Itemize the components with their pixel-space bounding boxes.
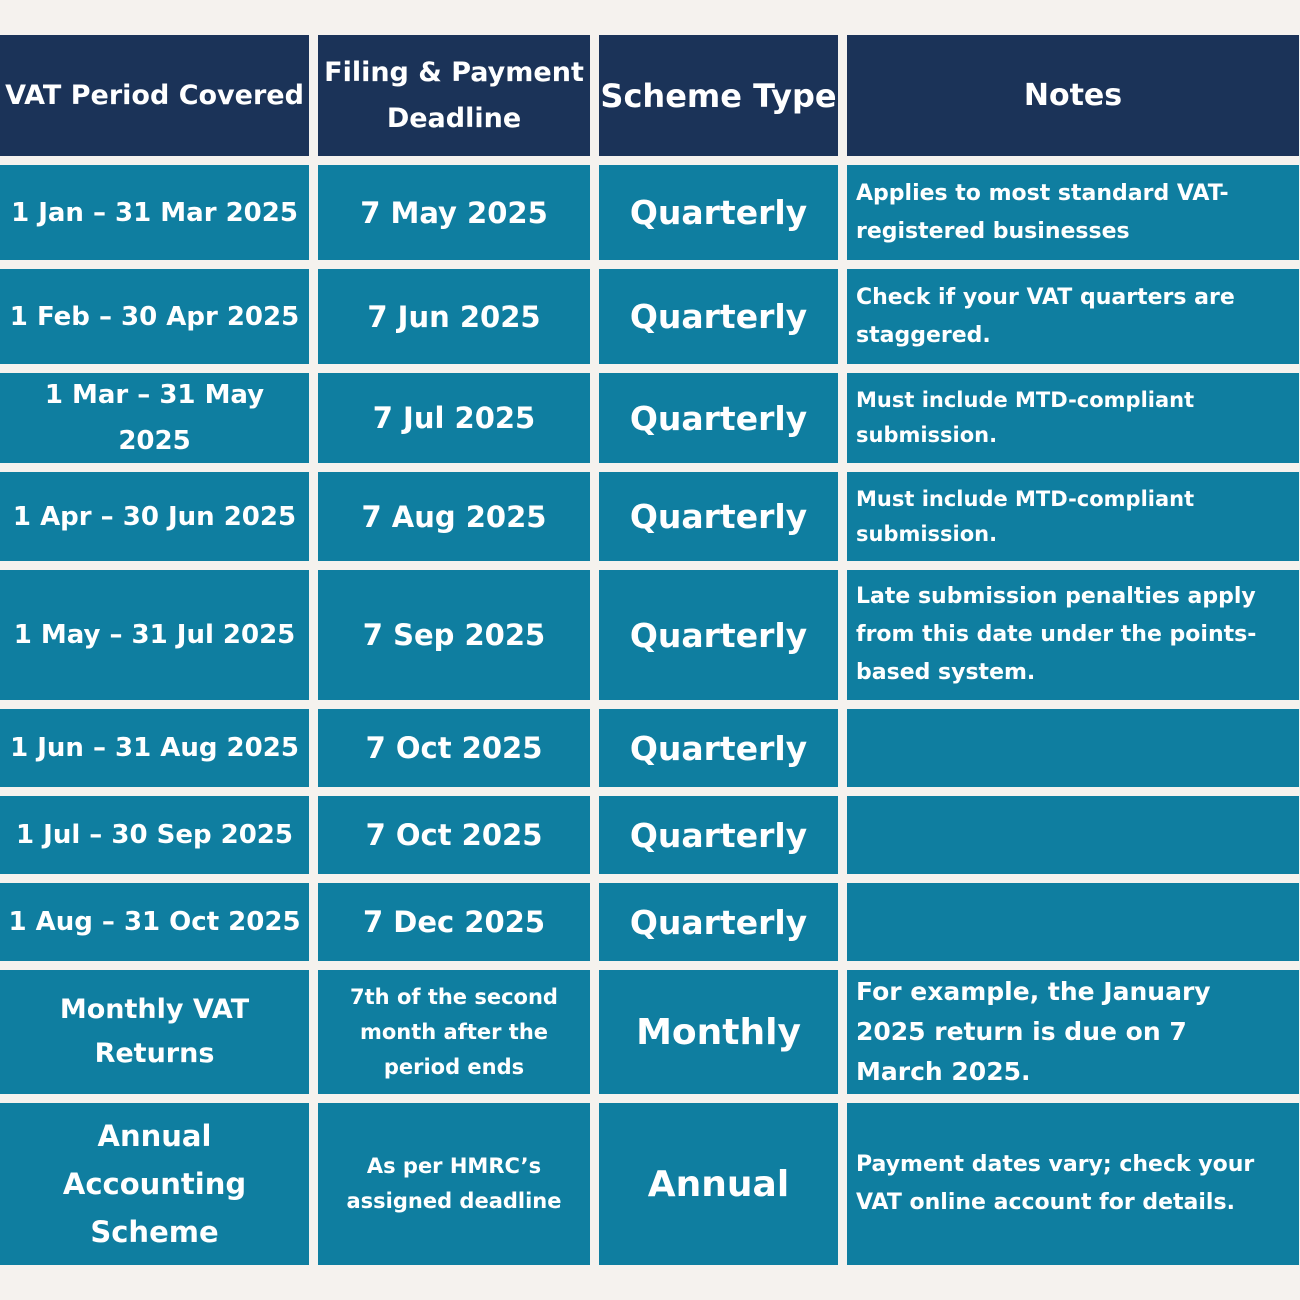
header-vat-period: VAT Period Covered — [0, 35, 309, 156]
cell-period: 1 Apr – 30 Jun 2025 — [0, 472, 309, 561]
header-notes: Notes — [847, 35, 1299, 156]
cell-notes: Late submission penalties apply from this date under the points-based system. — [847, 570, 1299, 700]
cell-notes — [847, 709, 1299, 787]
cell-notes: Must include MTD-compliant submission. — [847, 373, 1299, 463]
cell-period: 1 Mar – 31 May 2025 — [0, 373, 309, 463]
cell-deadline: 7 Jul 2025 — [318, 373, 590, 463]
cell-deadline: As per HMRC’s assigned deadline — [318, 1103, 590, 1265]
cell-deadline: 7 Sep 2025 — [318, 570, 590, 700]
vat-deadlines-table — [0, 35, 1300, 1265]
cell-deadline: 7 Oct 2025 — [318, 796, 590, 874]
cell-period: 1 May – 31 Jul 2025 — [0, 570, 309, 700]
cell-period: Annual Accounting Scheme — [0, 1103, 309, 1265]
cell-period: 1 Jul – 30 Sep 2025 — [0, 796, 309, 874]
cell-scheme: Quarterly — [599, 472, 838, 561]
cell-scheme: Quarterly — [599, 883, 838, 961]
cell-scheme: Quarterly — [599, 570, 838, 700]
cell-period: 1 Jan – 31 Mar 2025 — [0, 165, 309, 260]
cell-deadline: 7th of the second month after the period ends — [318, 970, 590, 1094]
cell-period: 1 Feb – 30 Apr 2025 — [0, 269, 309, 364]
cell-deadline: 7 Jun 2025 — [318, 269, 590, 364]
cell-scheme: Quarterly — [599, 373, 838, 463]
cell-notes: Check if your VAT quarters are staggered. — [847, 269, 1299, 364]
cell-deadline: 7 Oct 2025 — [318, 709, 590, 787]
cell-deadline: 7 Dec 2025 — [318, 883, 590, 961]
cell-notes — [847, 883, 1299, 961]
cell-period: 1 Jun – 31 Aug 2025 — [0, 709, 309, 787]
cell-notes: For example, the January 2025 return is due on 7 March 2025. — [847, 970, 1299, 1094]
cell-deadline: 7 Aug 2025 — [318, 472, 590, 561]
cell-scheme: Quarterly — [599, 709, 838, 787]
cell-notes: Payment dates vary; check your VAT online account for details. — [847, 1103, 1299, 1265]
cell-scheme: Quarterly — [599, 269, 838, 364]
cell-scheme: Quarterly — [599, 165, 838, 260]
cell-notes — [847, 796, 1299, 874]
cell-notes: Applies to most standard VAT-registered businesses — [847, 165, 1299, 260]
cell-scheme: Quarterly — [599, 796, 838, 874]
cell-deadline: 7 May 2025 — [318, 165, 590, 260]
cell-scheme: Annual — [599, 1103, 838, 1265]
cell-notes: Must include MTD-compliant submission. — [847, 472, 1299, 561]
header-scheme-type: Scheme Type — [599, 35, 838, 156]
cell-scheme: Monthly — [599, 970, 838, 1094]
cell-period: Monthly VAT Returns — [0, 970, 309, 1094]
cell-period: 1 Aug – 31 Oct 2025 — [0, 883, 309, 961]
header-deadline: Filing & Payment Deadline — [318, 35, 590, 156]
